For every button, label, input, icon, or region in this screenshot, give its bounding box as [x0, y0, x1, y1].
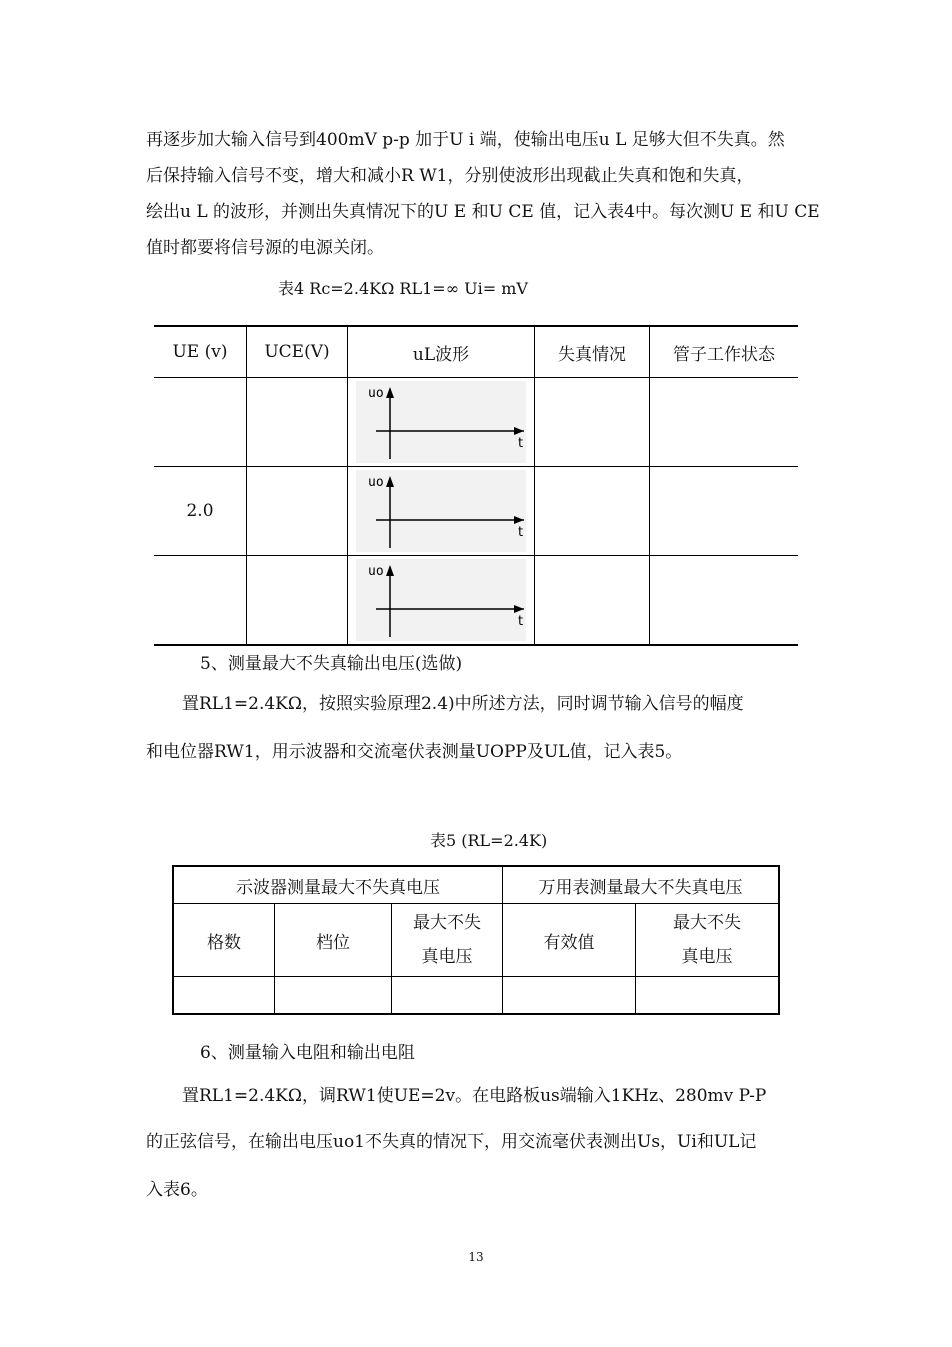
table-row: [154, 556, 798, 646]
wave-ylabel: uo: [368, 475, 384, 490]
waveform-axes: [356, 381, 526, 463]
cell-max-voltage-meter: [636, 977, 780, 1015]
para1-line1: 再逐步加大输入信号到400mV p-p 加于U i 端，使输出电压u L 足够大但不失真。然: [146, 130, 785, 150]
sec6-line2: 的正弦信号，在输出电压uo1不失真的情况下，用交流毫伏表测出Us，Ui和UL记: [146, 1132, 757, 1152]
cell-state: [650, 556, 799, 646]
header-waveform: uL波形: [348, 326, 535, 378]
cell-ue: 2.0: [154, 467, 247, 556]
table5-header-row: [173, 904, 779, 977]
cell-ue: [154, 378, 247, 467]
cell-max-voltage-scope: [392, 977, 503, 1015]
cell-distortion: [535, 467, 650, 556]
header-ue: UE (v): [154, 326, 247, 378]
header-rms: 有效值: [503, 904, 636, 977]
header-uce: UCE(V): [247, 326, 348, 378]
header-max-voltage-meter: 最大不失 真电压: [636, 904, 780, 977]
group-oscilloscope: 示波器测量最大不失真电压: [173, 866, 503, 904]
cell-distortion: [535, 556, 650, 646]
table-row: [154, 467, 798, 556]
page-number: 13: [468, 1250, 484, 1264]
sec6-line1: 置RL1=2.4KΩ，调RW1使UE=2v。在电路板us端输入1KHz、280mv P-P: [182, 1086, 767, 1106]
header-divisions: 格数: [173, 904, 275, 977]
wave-xlabel: t: [518, 436, 524, 451]
sec5-title: 5、测量最大不失真输出电压(选做): [200, 654, 463, 674]
wave-xlabel: t: [518, 525, 524, 540]
table4-caption: 表4 Rc=2.4KΩ RL1=∞ Ui= mV: [278, 279, 528, 298]
header-state: 管子工作状态: [650, 326, 799, 378]
cell-state: [650, 378, 799, 467]
cell-uce: [247, 556, 348, 646]
para1-line4: 值时都要将信号源的电源关闭。: [146, 238, 384, 258]
cell-state: [650, 467, 799, 556]
cell-ue: [154, 556, 247, 646]
header-max-voltage-scope: 最大不失 真电压: [392, 904, 503, 977]
cell-rms: [503, 977, 636, 1015]
sec5-line1: 置RL1=2.4KΩ，按照实验原理2.4)中所述方法，同时调节输入信号的幅度: [182, 694, 744, 714]
para1-line2: 后保持输入信号不变，增大和减小R W1，分别使波形出现截止失真和饱和失真，: [146, 166, 754, 186]
sec6-title: 6、测量输入电阻和输出电阻: [200, 1043, 415, 1063]
cell-distortion: [535, 378, 650, 467]
cell-divisions: [173, 977, 275, 1015]
table5-group-row: [173, 866, 779, 904]
cell-waveform: [348, 467, 535, 556]
sec5-line2: 和电位器RW1，用示波器和交流毫伏表测量UOPP及UL值，记入表5。: [146, 742, 683, 762]
cell-uce: [247, 467, 348, 556]
table5: [172, 865, 780, 1015]
table4-header-row: [154, 326, 798, 378]
header-range: 档位: [275, 904, 392, 977]
cell-range: [275, 977, 392, 1015]
wave-ylabel: uo: [368, 386, 384, 401]
wave-xlabel: t: [518, 614, 524, 629]
wave-ylabel: uo: [368, 564, 384, 579]
para1-line3: 绘出u L 的波形，并测出失真情况下的U E 和U CE 值，记入表4中。每次测U E 和U CE: [146, 202, 820, 222]
waveform-axes: [356, 470, 526, 552]
sec6-line3: 入表6。: [146, 1180, 208, 1200]
group-multimeter: 万用表测量最大不失真电压: [503, 866, 780, 904]
cell-waveform: [348, 556, 535, 646]
header-distortion: 失真情况: [535, 326, 650, 378]
table4: [154, 325, 798, 646]
table-row: [173, 977, 779, 1015]
table-row: [154, 378, 798, 467]
table5-caption: 表5 (RL=2.4K): [430, 831, 548, 850]
waveform-axes: [356, 559, 526, 641]
cell-waveform: [348, 378, 535, 467]
cell-uce: [247, 378, 348, 467]
